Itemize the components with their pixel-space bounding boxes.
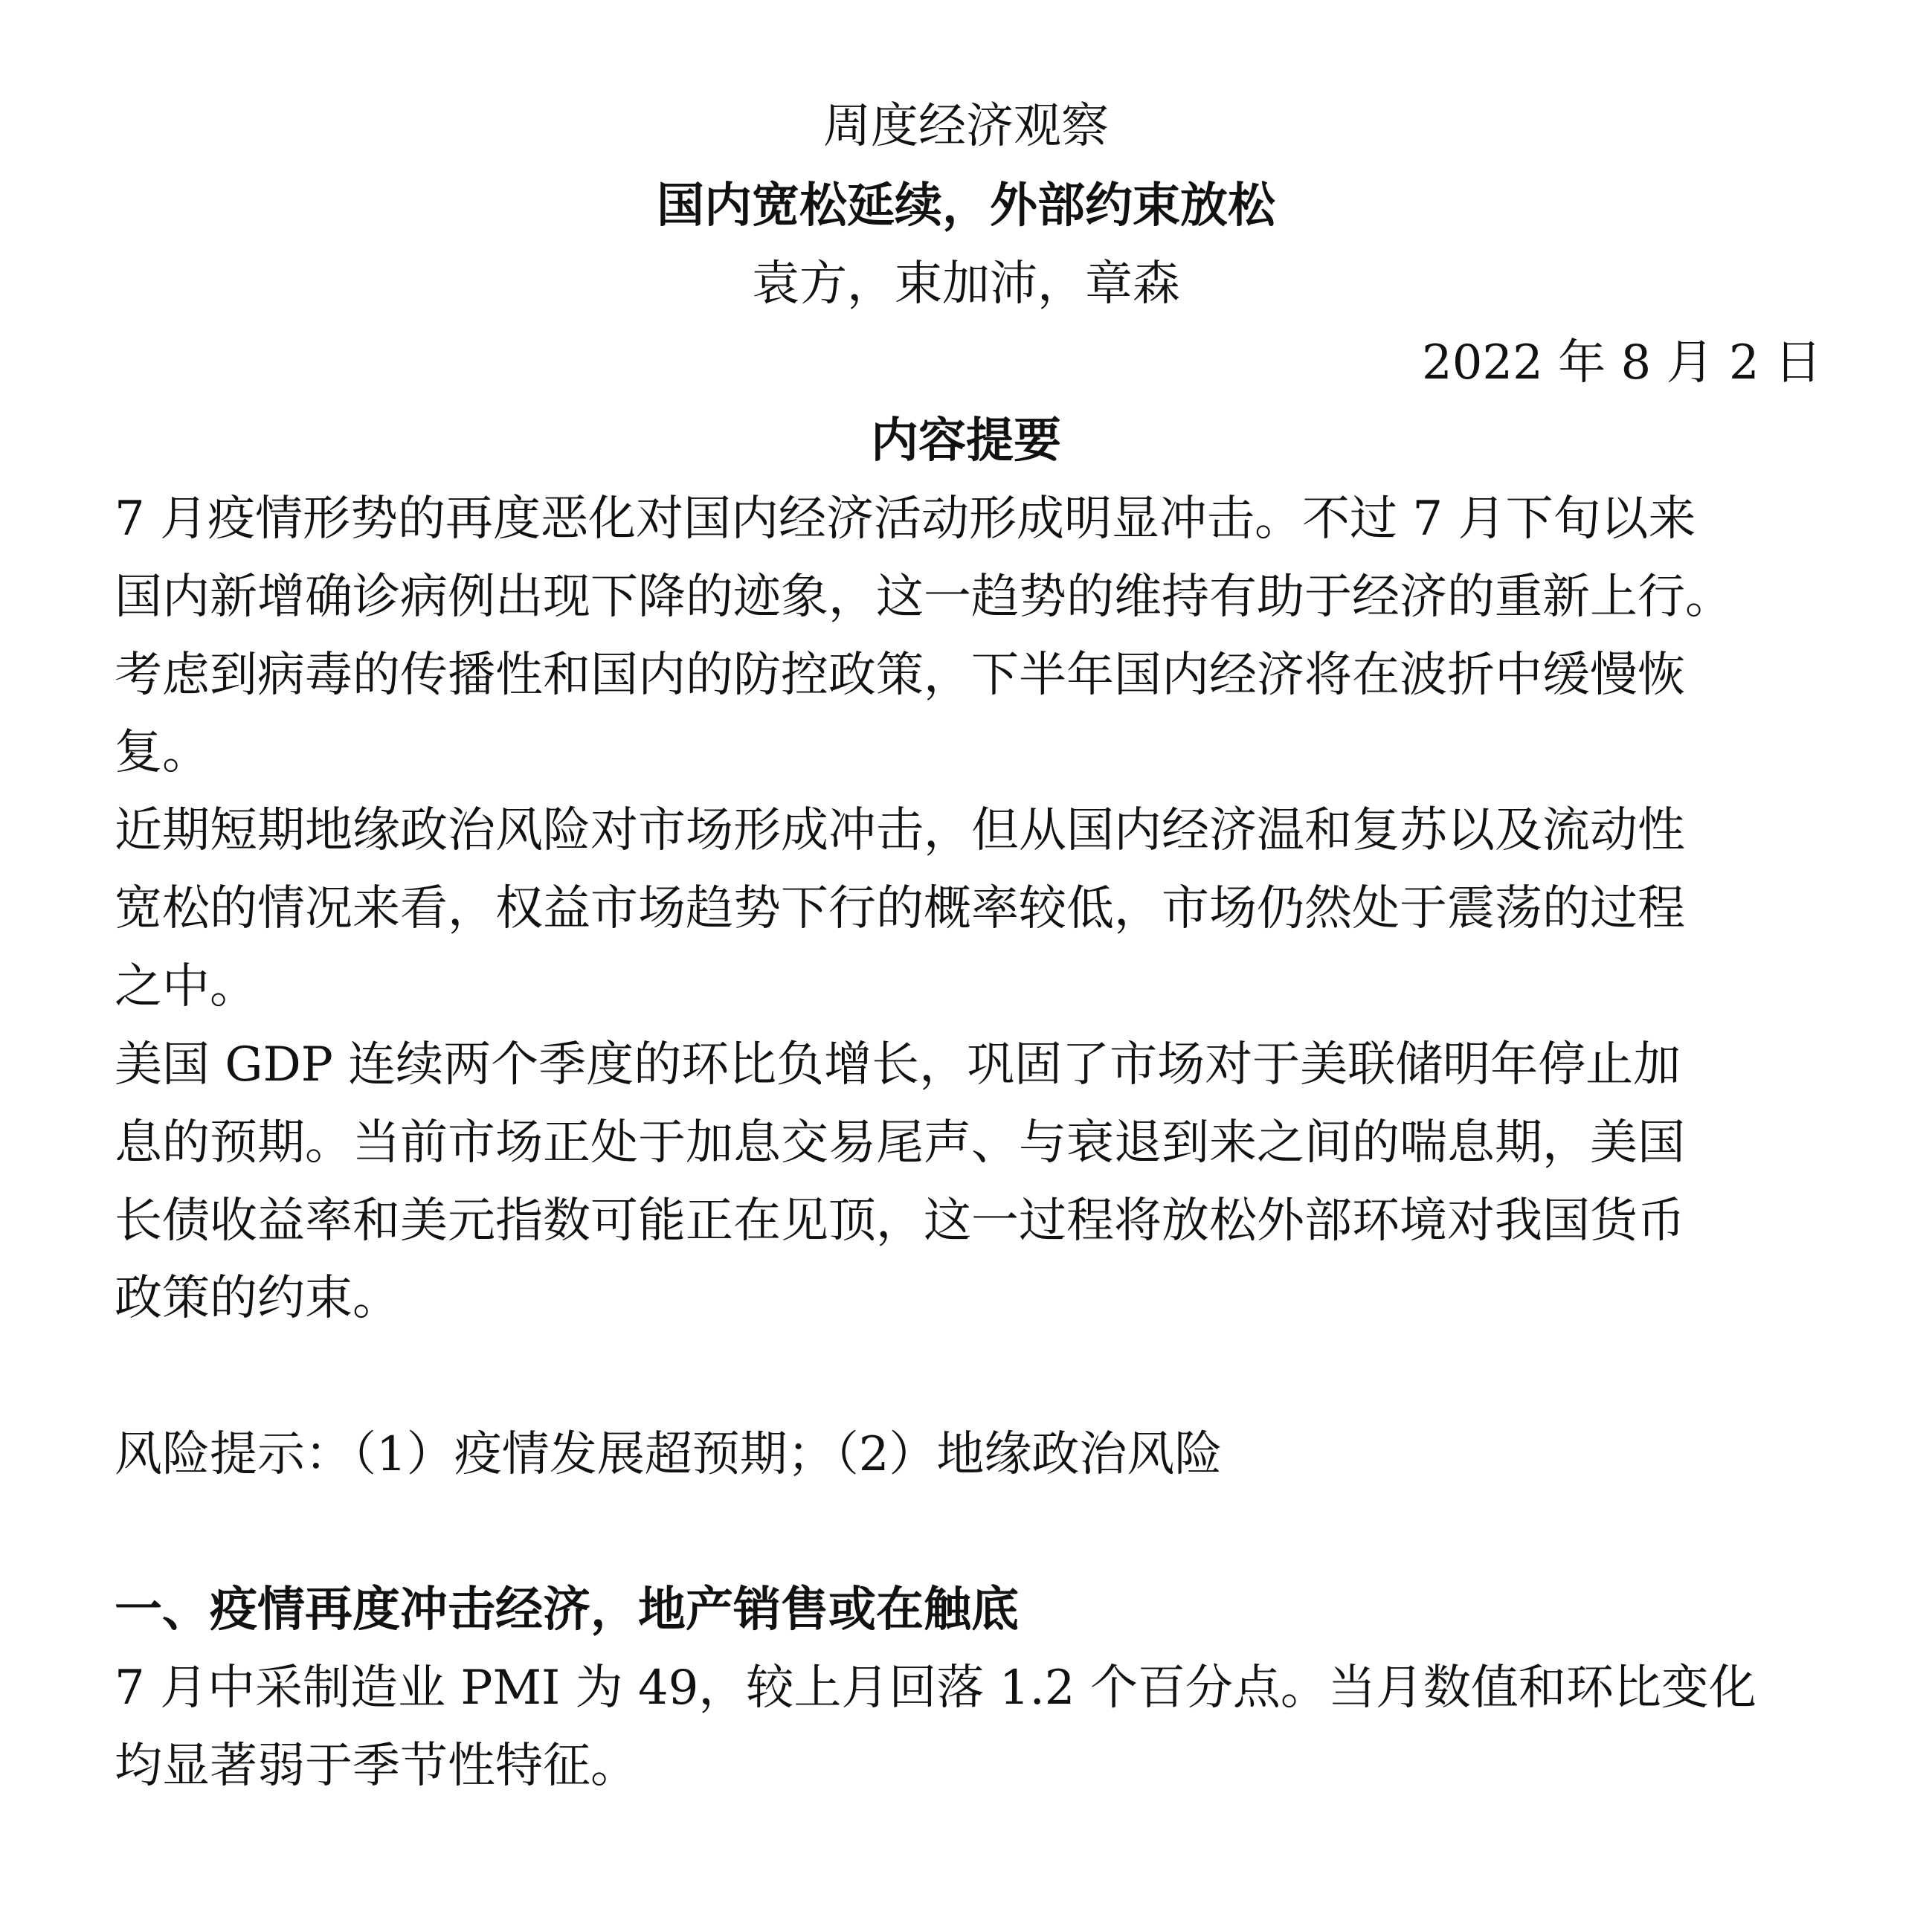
summary-p2-line3: 之中。 (115, 959, 257, 1014)
summary-p3-line3: 长债收益率和美元指数可能正在见顶，这一过程将放松外部环境对我国货币 (115, 1194, 1685, 1249)
summary-p3-line1: 美国 GDP 连续两个季度的环比负增长，巩固了市场对于美联储明年停止加 (115, 1037, 1681, 1092)
report-title: 周度经济观察 (823, 99, 1109, 154)
section1-line2: 均显著弱于季节性特征。 (115, 1739, 638, 1794)
report-authors: 袁方，束加沛，章森 (752, 257, 1180, 312)
section1-heading: 一、疫情再度冲击经济，地产销售或在触底 (115, 1582, 1019, 1638)
summary-p1-line3: 考虑到病毒的传播性和国内的防控政策，下半年国内经济将在波折中缓慢恢 (115, 648, 1685, 703)
summary-heading: 内容提要 (871, 413, 1061, 468)
summary-p3-line4: 政策的约束。 (115, 1271, 400, 1326)
summary-p1-line2: 国内新增确诊病例出现下降的迹象，这一趋势的维持有助于经济的重新上行。 (115, 570, 1733, 625)
summary-p2-line2: 宽松的情况来看，权益市场趋势下行的概率较低，市场仍然处于震荡的过程 (115, 881, 1685, 936)
risk-notice: 风险提示：（1）疫情发展超预期；（2）地缘政治风险 (115, 1427, 1223, 1482)
summary-p2-line1: 近期短期地缘政治风险对市场形成冲击，但从国内经济温和复苏以及流动性 (115, 803, 1685, 858)
report-date: 2022 年 8 月 2 日 (1421, 335, 1822, 390)
summary-p3-line2: 息的预期。当前市场正处于加息交易尾声、与衰退到来之间的喘息期，美国 (115, 1115, 1685, 1171)
summary-p1-line1: 7 月疫情形势的再度恶化对国内经济活动形成明显冲击。不过 7 月下旬以来 (115, 492, 1696, 547)
report-subtitle: 国内宽松延续，外部约束放松 (657, 178, 1275, 234)
section1-line1: 7 月中采制造业 PMI 为 49，较上月回落 1.2 个百分点。当月数值和环比变化 (115, 1661, 1756, 1716)
summary-p1-line4: 复。 (115, 725, 210, 780)
